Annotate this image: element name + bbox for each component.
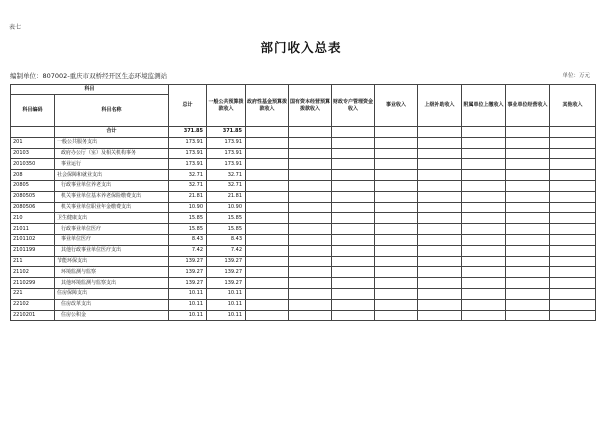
subject-name: 住房改革支出 [55,299,169,310]
empty-cell [462,170,506,181]
empty-cell [246,299,289,310]
money-unit: 单位：万元 [562,73,590,79]
table-row [11,213,596,224]
total-general-budget: 371.85 [207,127,246,138]
empty-cell [418,299,462,310]
empty-cell [289,180,332,191]
empty-cell [506,234,550,245]
empty-cell [289,224,332,235]
empty-cell [332,245,375,256]
subject-code: 21102 [11,267,55,278]
row-total: 173.91 [169,137,207,148]
subject-code: 2101199 [11,245,55,256]
empty-cell [332,202,375,213]
empty-cell [289,267,332,278]
row-general-budget: 21.81 [207,191,246,202]
subject-code: 2101102 [11,234,55,245]
empty-cell [506,267,550,278]
empty-cell [462,148,506,159]
empty-cell [332,170,375,181]
subject-code: 208 [11,170,55,181]
subject-code: 2080505 [11,191,55,202]
empty-cell [289,245,332,256]
subject-code: 221 [11,288,55,299]
empty-cell [332,137,375,148]
empty-cell [506,288,550,299]
empty-cell [289,299,332,310]
table-tag: 表七 [9,24,22,31]
table-row [11,180,596,191]
subject-name: 住房公积金 [55,310,169,321]
empty-cell [246,159,289,170]
empty-cell [332,224,375,235]
empty-cell [550,310,596,321]
empty-cell [550,148,596,159]
empty-cell [462,288,506,299]
row-general-budget: 32.71 [207,180,246,191]
empty-cell [246,224,289,235]
empty-cell [332,310,375,321]
table-row [11,191,596,202]
empty-cell [418,267,462,278]
empty-cell [375,310,418,321]
subject-name: 社会保障和就业支出 [55,170,169,181]
empty-cell [550,278,596,289]
empty-cell [462,159,506,170]
row-general-budget: 139.27 [207,256,246,267]
subject-code: 21011 [11,224,55,235]
empty-cell [332,234,375,245]
empty-cell [375,170,418,181]
header-affiliated-turnover: 附属单位上缴收入 [462,85,506,127]
empty-cell [462,299,506,310]
table-row [11,267,596,278]
empty-cell [289,256,332,267]
compiling-unit: 编制单位：807002-重庆市双桥经开区生态环境监测站 [10,72,168,80]
empty-cell [332,191,375,202]
subject-code: 210 [11,213,55,224]
row-general-budget: 173.91 [207,148,246,159]
empty-cell [375,148,418,159]
empty-cell [550,202,596,213]
empty-cell [418,213,462,224]
header-subject-group: 科目 [11,85,169,95]
header-code: 科目编码 [11,95,55,127]
empty-cell [462,256,506,267]
empty-cell [375,224,418,235]
empty-cell [462,191,506,202]
empty-cell [418,310,462,321]
subject-code: 201 [11,137,55,148]
empty-cell [418,245,462,256]
header-name: 科目名称 [55,95,169,127]
empty-cell [246,191,289,202]
table-row [11,288,596,299]
empty-cell [289,213,332,224]
row-general-budget: 139.27 [207,267,246,278]
subject-code: 22102 [11,299,55,310]
empty-cell [375,256,418,267]
header-business-income: 事业收入 [375,85,418,127]
row-general-budget: 139.27 [207,278,246,289]
empty-cell [375,191,418,202]
empty-cell [550,256,596,267]
empty-cell [550,234,596,245]
empty-cell [332,159,375,170]
subject-name: 节能环保支出 [55,256,169,267]
header-state-capital: 国有资本经营预算拨款收入 [289,85,332,127]
empty-cell [246,310,289,321]
empty-cell [246,170,289,181]
row-total: 8.43 [169,234,207,245]
empty-cell [375,137,418,148]
empty-cell [289,191,332,202]
empty-cell [550,299,596,310]
header-general-budget: 一般公共预算拨款收入 [207,85,246,127]
empty-cell [418,256,462,267]
empty-cell [332,278,375,289]
page-title: 部门收入总表 [260,40,342,55]
row-general-budget: 15.85 [207,224,246,235]
empty-cell [246,180,289,191]
empty-cell [375,245,418,256]
empty-cell [246,278,289,289]
empty-cell [418,202,462,213]
empty-cell [418,234,462,245]
empty-cell [375,299,418,310]
subject-code: 2110299 [11,278,55,289]
empty-cell [246,202,289,213]
row-general-budget: 10.11 [207,299,246,310]
empty-cell [462,310,506,321]
empty-cell [246,234,289,245]
empty-cell [246,213,289,224]
row-total: 15.85 [169,224,207,235]
table-row [11,245,596,256]
table-row [11,234,596,245]
row-general-budget: 15.85 [207,213,246,224]
empty-cell [550,180,596,191]
empty-cell [418,159,462,170]
table-row [11,170,596,181]
empty-cell [418,170,462,181]
subject-code: 2210201 [11,310,55,321]
row-total: 10.11 [169,310,207,321]
empty-cell [289,202,332,213]
subject-name: 机关事业单位基本养老保险缴费支出 [55,191,169,202]
subject-code: 211 [11,256,55,267]
empty-cell [506,191,550,202]
total-label: 合计 [55,127,169,138]
empty-cell [375,159,418,170]
subject-name: 其他行政事业单位医疗支出 [55,245,169,256]
row-total: 21.81 [169,191,207,202]
subject-name: 事业单位医疗 [55,234,169,245]
empty-cell [550,213,596,224]
empty-cell [289,278,332,289]
empty-cell [550,245,596,256]
empty-cell [332,288,375,299]
empty-cell [506,310,550,321]
subject-name: 机关事业单位职业年金缴费支出 [55,202,169,213]
empty-cell [462,245,506,256]
empty-cell [375,213,418,224]
table-row [11,137,596,148]
total-row [11,127,596,138]
empty-cell [418,191,462,202]
empty-cell [462,267,506,278]
empty-cell [332,180,375,191]
empty-cell [506,299,550,310]
subject-name: 卫生健康支出 [55,213,169,224]
total-value: 371.85 [169,127,207,138]
row-general-budget: 8.43 [207,234,246,245]
subject-name: 行政事业单位养老支出 [55,180,169,191]
empty-cell [246,256,289,267]
table-row [11,278,596,289]
empty-cell [246,267,289,278]
table-row [11,159,596,170]
subject-code: 2010350 [11,159,55,170]
row-total: 139.27 [169,278,207,289]
subject-name: 事业运行 [55,159,169,170]
subject-code: 20805 [11,180,55,191]
empty-cell [246,245,289,256]
row-general-budget: 10.11 [207,310,246,321]
empty-cell [289,288,332,299]
header-total: 总计 [169,85,207,127]
empty-cell [375,180,418,191]
row-general-budget: 10.90 [207,202,246,213]
row-general-budget: 32.71 [207,170,246,181]
subject-name: 一般公共服务支出 [55,137,169,148]
empty-cell [462,137,506,148]
empty-cell [246,288,289,299]
row-total: 32.71 [169,170,207,181]
table-row [11,310,596,321]
row-total: 15.85 [169,213,207,224]
subject-name: 住房保障支出 [55,288,169,299]
subject-name: 政府办公厅（室）及相关机构事务 [55,148,169,159]
empty-cell [506,202,550,213]
empty-cell [462,224,506,235]
empty-cell [289,159,332,170]
empty-cell [506,213,550,224]
row-general-budget: 173.91 [207,137,246,148]
empty-cell [332,213,375,224]
empty-cell [289,234,332,245]
empty-cell [506,180,550,191]
income-summary-table [10,84,596,321]
subject-code: 2080506 [11,202,55,213]
empty-cell [332,256,375,267]
header-superior-subsidy: 上级补助收入 [418,85,462,127]
empty-cell [418,288,462,299]
empty-cell [332,299,375,310]
empty-cell [418,180,462,191]
empty-cell [550,288,596,299]
table-row [11,256,596,267]
empty-cell [550,267,596,278]
empty-cell [506,137,550,148]
row-total: 173.91 [169,148,207,159]
empty-cell [550,159,596,170]
subject-name: 行政事业单位医疗 [55,224,169,235]
empty-cell [375,267,418,278]
empty-cell [506,224,550,235]
row-general-budget: 7.42 [207,245,246,256]
empty-cell [289,148,332,159]
empty-cell [375,288,418,299]
empty-cell [332,148,375,159]
header-special-account: 财政专户管理资金收入 [332,85,375,127]
row-general-budget: 10.11 [207,288,246,299]
table-row [11,202,596,213]
row-total: 10.90 [169,202,207,213]
empty-cell [375,234,418,245]
empty-cell [462,202,506,213]
empty-cell [506,256,550,267]
header-gov-fund: 政府性基金预算拨款收入 [246,85,289,127]
row-general-budget: 173.91 [207,159,246,170]
empty-cell [506,245,550,256]
empty-cell [246,148,289,159]
empty-cell [462,234,506,245]
empty-cell [506,148,550,159]
header-operating-income: 事业单位经营收入 [506,85,550,127]
empty-cell [462,180,506,191]
empty-cell [246,137,289,148]
subject-name: 环境监测与监察 [55,267,169,278]
empty-cell [289,137,332,148]
row-total: 32.71 [169,180,207,191]
row-total: 10.11 [169,288,207,299]
empty-cell [418,137,462,148]
empty-cell [375,278,418,289]
empty-cell [506,159,550,170]
row-total: 10.11 [169,299,207,310]
empty-cell [289,170,332,181]
row-total: 139.27 [169,256,207,267]
subject-name: 其他环境监测与监察支出 [55,278,169,289]
row-total: 7.42 [169,245,207,256]
empty-cell [418,278,462,289]
empty-cell [418,148,462,159]
row-total: 139.27 [169,267,207,278]
empty-cell [462,278,506,289]
empty-cell [550,224,596,235]
empty-cell [418,224,462,235]
empty-cell [289,310,332,321]
empty-cell [506,170,550,181]
empty-cell [550,170,596,181]
empty-cell [550,137,596,148]
subject-code: 20103 [11,148,55,159]
table-row [11,148,596,159]
empty-cell [462,213,506,224]
empty-cell [332,267,375,278]
header-other-income: 其他收入 [550,85,596,127]
empty-cell [506,278,550,289]
row-total: 173.91 [169,159,207,170]
table-row [11,224,596,235]
empty-cell [550,191,596,202]
table-row [11,299,596,310]
empty-cell [375,202,418,213]
